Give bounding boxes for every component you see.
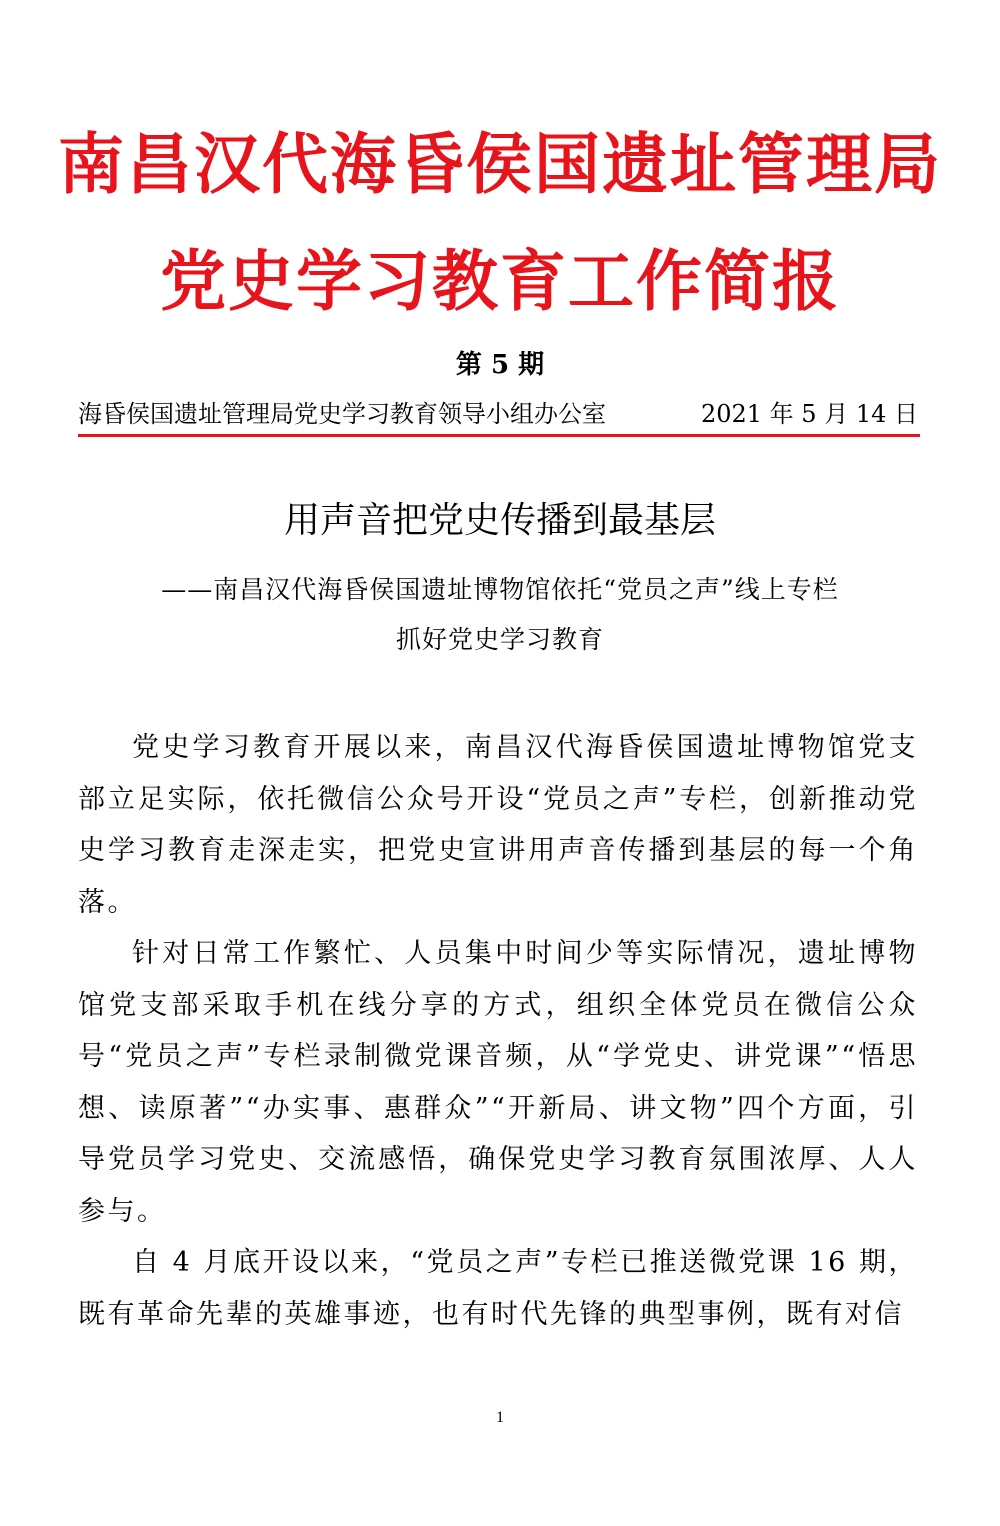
issue-date: 2021 年 5 月 14 日 [700, 400, 918, 428]
body-paragraph: 党史学习教育开展以来，南昌汉代海昏侯国遗址博物馆党支部立足实际，依托微信公众号开设“党员之声”专栏，创新推动党史学习教育走深走实，把党史宣讲用声音传播到基层的每一个角落。 [78, 732, 918, 918]
issue-number: 第 5 期 [455, 350, 545, 380]
article-body [78, 722, 918, 1340]
red-divider-rule [78, 434, 920, 437]
body-paragraph: 自 4 月底开设以来，“党员之声”专栏已推送微党课 16 期，既有革命先辈的英雄事迹，也有时代先锋的典型事例，既有对信 [78, 1247, 918, 1330]
page-number: 1 [496, 1409, 504, 1426]
body-paragraph: 针对日常工作繁忙、人员集中时间少等实际情况，遗址博物馆党支部采取手机在线分享的方式，组织全体党员在微信公众号“党员之声”专栏录制微党课音频，从“学党史、讲党课”“悟思想、读原著”“办实事、惠群众”“开新局、讲文物”四个方面，引导党员学习党史、交流感悟，确保党史学习教育氛围浓厚、人人参与。 [78, 938, 918, 1227]
article-title: 用声音把党史传播到最基层 [283, 500, 716, 541]
masthead-title-line2: 党史学习教育工作简报 [160, 243, 840, 320]
article-subtitle-line2: 抓好党史学习教育 [395, 625, 604, 654]
issuer-row [78, 394, 918, 434]
article-subtitle-line1: ——南昌汉代海昏侯国遗址博物馆依托“党员之声”线上专栏 [161, 575, 839, 604]
masthead-title-line1: 南昌汉代海昏侯国遗址管理局 [58, 126, 942, 203]
issuer-office: 海昏侯国遗址管理局党史学习教育领导小组办公室 [78, 400, 606, 428]
